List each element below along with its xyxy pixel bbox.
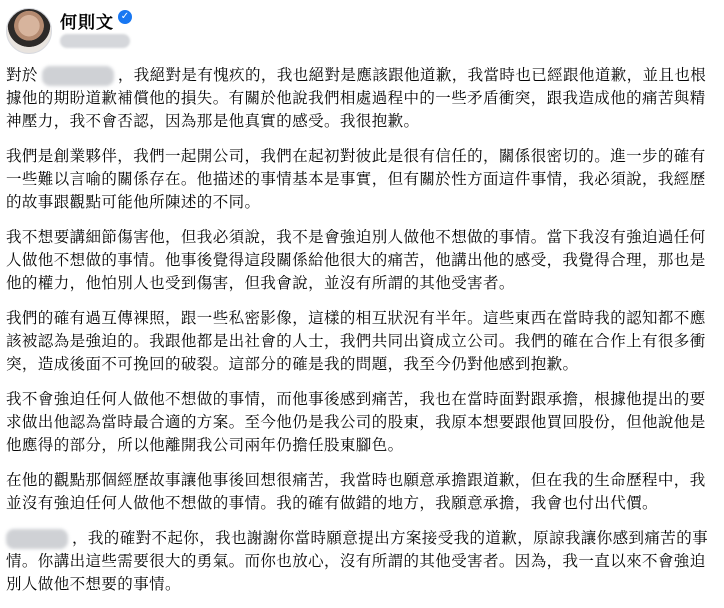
redacted-name [42, 66, 114, 86]
paragraph-1-lead: 對於 [6, 66, 38, 84]
paragraph-4: 我們的確有過互傳裸照，跟一些私密影像，這樣的相互狀況有半年。這些東西在當時我的認知都不應該被認為是強迫的。我跟他都是出社會的人士，我們共同出資成立公司。我們的確在合作上有很多衝突，造成後面不可挽回的破裂。這部分的確是我的問題，我至今仍對他感到抱歉。 [6, 309, 706, 373]
verified-badge-icon: ✓ [118, 10, 132, 24]
paragraph-1 [6, 64, 718, 133]
post-header [6, 6, 706, 54]
paragraph-1-text: ，我絕對是有愧疚的，我也絕對是應該跟他道歉，我當時也已經跟他道歉，並且也根據他的期盼道歉補償他的損失。有關於他說我們相處過程中的一些矛盾衝突，跟我造成他的痛苦與精神壓力，我不會否認，因為那是他真實的感受。我很抱歉。 [6, 66, 707, 130]
author-name[interactable]: 何則文 [60, 13, 114, 33]
post-meta-redacted [60, 34, 130, 48]
paragraph-5: 我不會強迫任何人做他不想做的事情，而他事後感到痛苦，我也在當時面對跟承擔，根據他提出的要求做出他認為當時最合適的方案。至今他仍是我公司的股東，我原本想要跟他買回股份，但他說他是他應得的部分，所以他離開我公司兩年仍擔任股東腳色。 [6, 390, 706, 454]
paragraph-6: 在他的觀點那個經歷故事讓他事後回想很痛苦，我當時也願意承擔跟道歉，但在我的生命歷程中，我並沒有強迫任何人做他不想做的事情。我的確有做錯的地方，我願意承擔，我會也付出代價。 [6, 471, 706, 512]
paragraph-3: 我不想要講細節傷害他，但我必須說，我不是會強迫別人做他不想做的事情。當下我沒有強迫過任何人做他不想做的事情。他事後覺得這段關係給他很大的痛苦，他講出他的感受，我覺得合理，那也是他的權力，他怕別人也受到傷害，但我會說，並沒有所謂的其他受害者。 [6, 228, 706, 292]
redacted-name [6, 529, 68, 549]
paragraph-7 [6, 527, 718, 596]
paragraph-2: 我們是創業夥伴，我們一起開公司，我們在起初對彼此是很有信任的，關係很密切的。進一步的確有一些難以言喻的關係存在。他描述的事情基本是事實，但有關於性方面這件事情，我必須說，我經歷的故事跟觀點可能他所陳述的不同。 [6, 147, 706, 211]
post-body [6, 64, 718, 608]
paragraph-7-text: ，我的確對不起你，我也謝謝你當時願意提出方案接受我的道歉，原諒我讓你感到痛苦的事情。你講出這些需要很大的勇氣。而你也放心，沒有所謂的其他受害者。因為，我一直以來不會強迫別人做他不想要的事情。 [6, 529, 709, 593]
avatar[interactable] [6, 8, 52, 54]
